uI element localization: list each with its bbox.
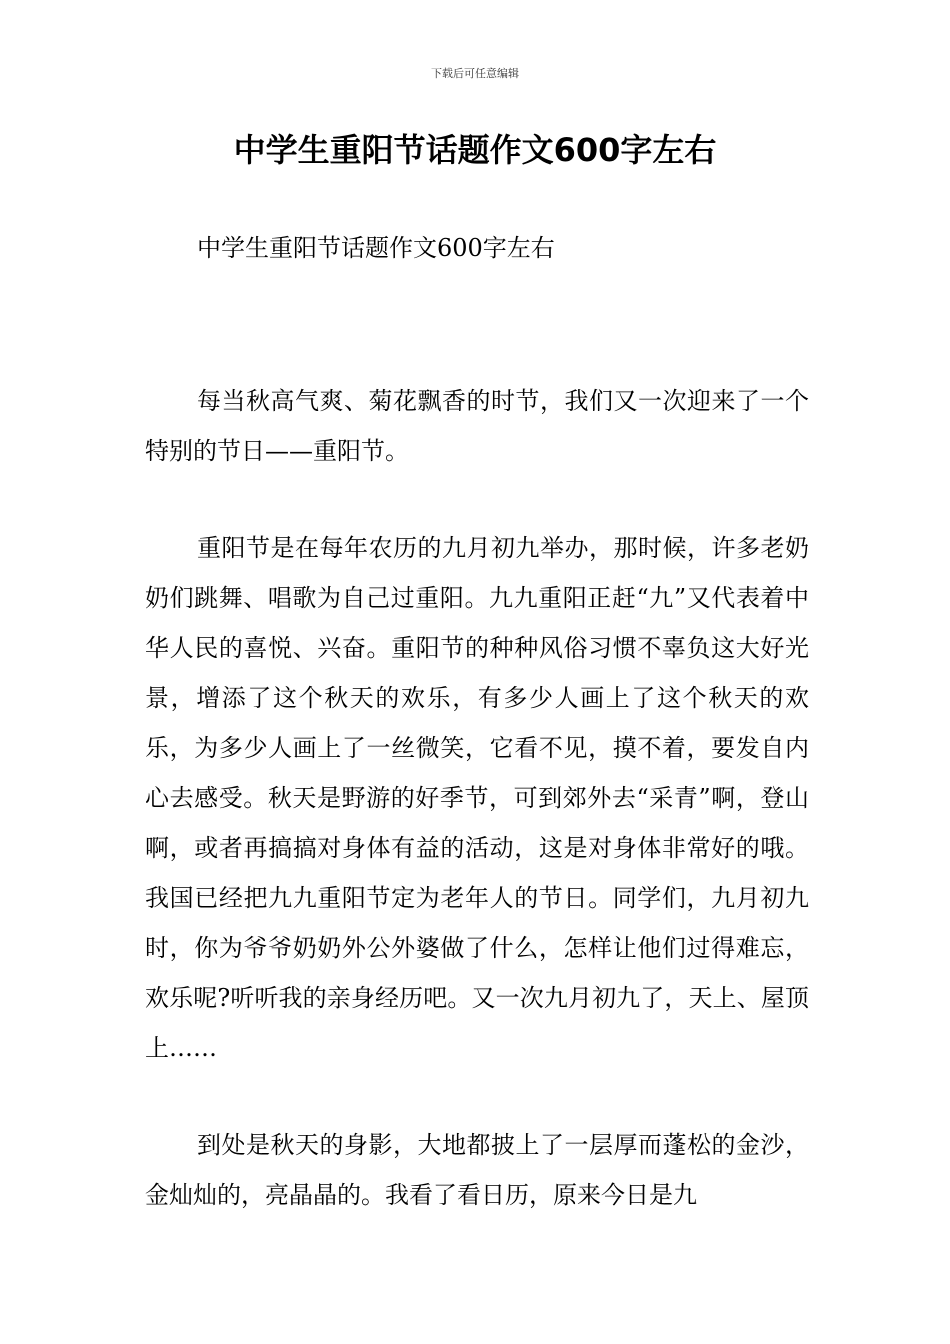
paragraph-3: 到处是秋天的身影，大地都披上了一层厚而蓬松的金沙，金灿灿的，亮晶晶的。我看了看日历，原来今日是九 xyxy=(145,1131,809,1209)
paragraph-1: 每当秋高气爽、菊花飘香的时节，我们又一次迎来了一个特别的节日——重阳节。 xyxy=(145,387,809,465)
header-note: 下载后可任意编辑 xyxy=(431,67,519,80)
document-subtitle: 中学生重阳节话题作文600字左右 xyxy=(197,234,555,262)
document-title: 中学生重阳节话题作文600字左右 xyxy=(233,131,717,169)
paragraph-2: 重阳节是在每年农历的九月初九举办，那时候，许多老奶奶们跳舞、唱歌为自己过重阳。九九重阳正赶“九”又代表着中华人民的喜悦、兴奋。重阳节的种种风俗习惯不辜负这大好光景，增添了这个秋天的欢乐，有多少人画上了这个秋天的欢乐，为多少人画上了一丝微笑，它看不见，摸不着，要发自内心去感受。秋天是野游的好季节，可到郊外去“采青”啊，登山啊，或者再搞搞对身体有益的活动，这是对身体非常好的哦。我国已经把九九重阳节定为老年人的节日。同学们，九月初九时，你为爷爷奶奶外公外婆做了什么，怎样让他们过得难忘，欢乐呢?听听我的亲身经历吧。又一次九月初九了，天上、屋顶上…… xyxy=(145,534,809,1062)
